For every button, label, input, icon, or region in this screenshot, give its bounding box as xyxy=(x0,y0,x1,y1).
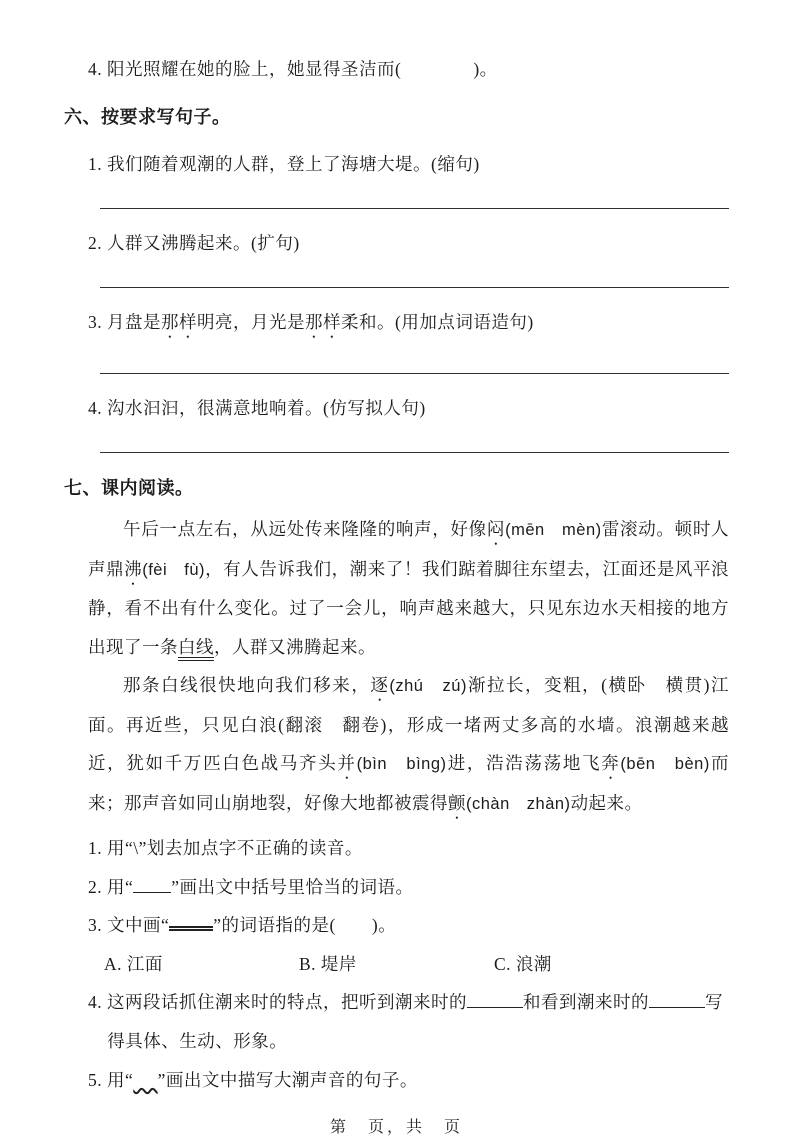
rewrite-item-2: 2. 人群又沸腾起来。(扩句) xyxy=(88,233,300,253)
rewrite-item-4: 4. 沟水汩汩，很满意地响着。(仿写拟人句) xyxy=(88,398,426,418)
reading-question-1: 1. 用“\”划去加点字不正确的读音。 xyxy=(88,838,363,858)
rewrite-item-3: 3. 月盘是那样明亮，月光是那样柔和。(用加点词语造句) xyxy=(88,312,534,332)
option-a: A. 江面 xyxy=(104,953,163,974)
reading-passage xyxy=(64,510,729,823)
answer-line-3 xyxy=(100,373,729,374)
page-footer: 第 页，共 页 xyxy=(329,1119,463,1137)
reading-question-4: 4. 这两段话抓住潮来时的特点，把听到潮来时的 和看到潮来时的 写得具体、生动、形象。 xyxy=(88,992,723,1051)
option-b: B. 堤岸 xyxy=(299,953,357,974)
answer-line-1 xyxy=(100,208,729,209)
answer-line-2 xyxy=(100,287,729,288)
reading-question-3: 3. 文中画“ ”的词语指的是( )。 xyxy=(88,915,397,936)
section-seven-title: 七、课内阅读。 xyxy=(64,478,194,498)
question-3-options xyxy=(104,945,729,984)
passage-paragraph-2: 那条白线很快地向我们移来，逐(zhú zú)渐拉长，变粗，(横卧 横贯)江面。再近些，只见白浪(翻滚 翻卷)，形成一堵两丈多高的水墙。浪潮越来越近，犹如千万匹白色战马齐头并(bìn bìng)进，浩浩荡荡地飞奔(bēn bèn)而来；那声音如同山崩地裂，好像大地都被震得颤(chàn zhàn)动起来。 xyxy=(88,675,730,813)
fill-blank-item-4: 4. 阳光照耀在她的脸上，她显得圣洁而( )。 xyxy=(88,59,498,79)
passage-paragraph-1: 午后一点左右，从远处传来隆隆的响声，好像闷(mēn mèn)雷滚动。顿时人声鼎沸(fèi fù)，有人告诉我们，潮来了！我们踮着脚往东望去，江面还是风平浪静，看不出有什么变化。过了一会儿，响声越来越大，只见东边水天相接的地方出现了一条白线，人群又沸腾起来。 xyxy=(88,510,729,666)
reading-question-5: 5. 用“ ”画出文中描写大潮声音的句子。 xyxy=(88,1069,418,1090)
section-six-title: 六、按要求写句子。 xyxy=(64,107,231,127)
rewrite-item-1: 1. 我们随着观潮的人群，登上了海塘大堤。(缩句) xyxy=(88,154,480,174)
reading-question-2: 2. 用“ ”画出文中括号里恰当的词语。 xyxy=(88,876,414,897)
option-c: C. 浪潮 xyxy=(494,953,552,974)
answer-line-4 xyxy=(100,452,729,453)
